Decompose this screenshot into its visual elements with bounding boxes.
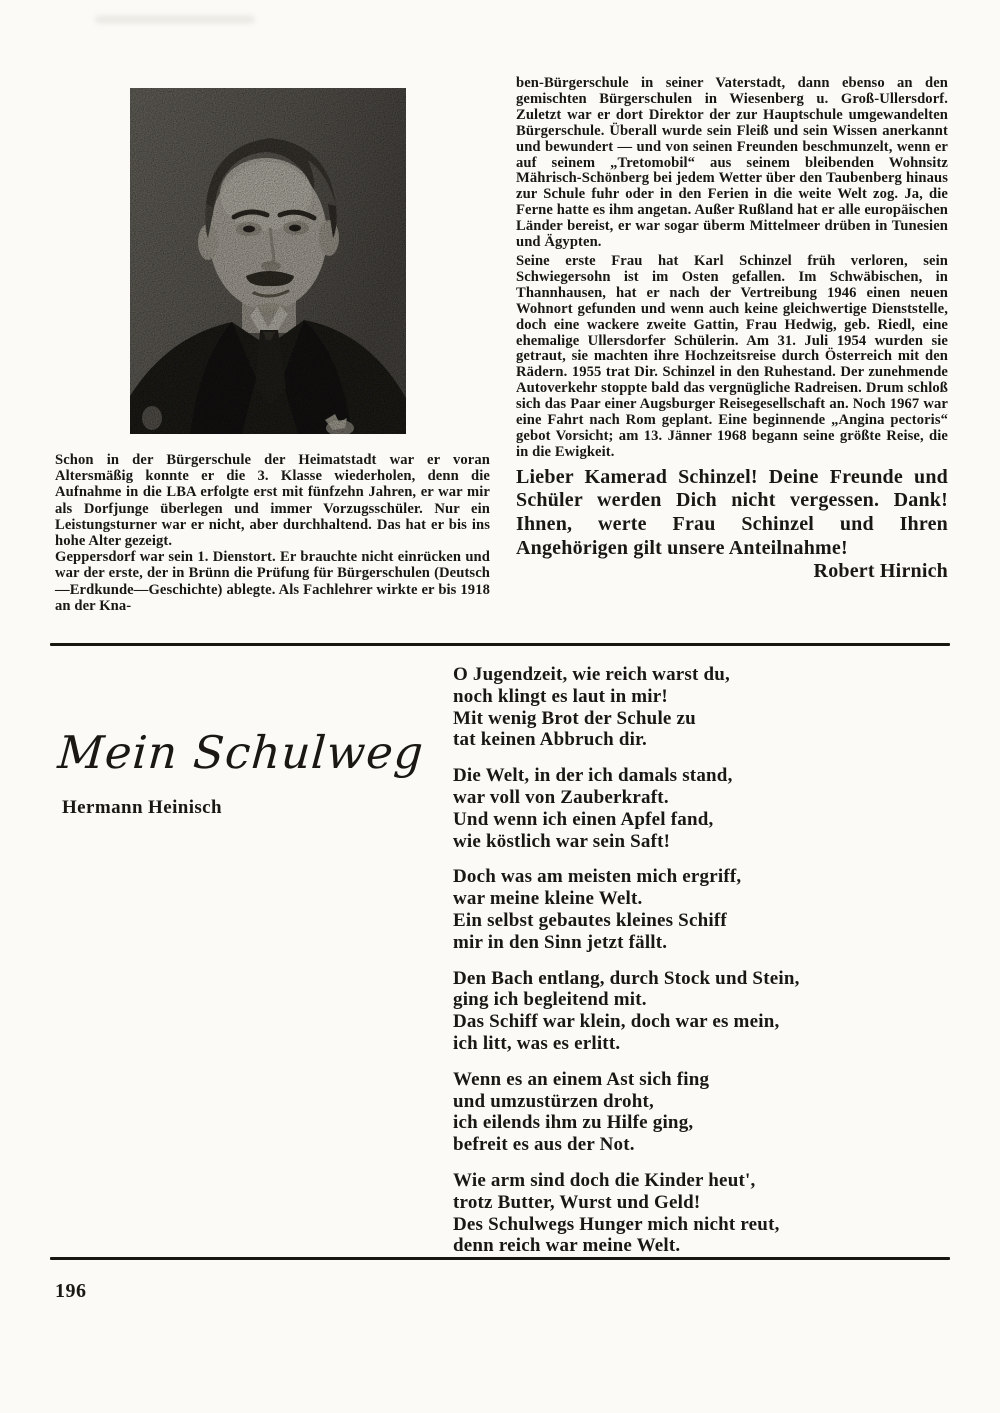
poem-line: trotz Butter, Wurst und Geld!	[453, 1191, 701, 1213]
poem-line: Das Schiff war klein, doch war es mein,	[453, 1011, 780, 1033]
poem-line: Und wenn ich einen Apfel fand,	[453, 808, 714, 830]
signature: Robert Hirnich	[813, 560, 948, 583]
poem-stanza	[453, 765, 933, 852]
obituary-right-column	[516, 76, 948, 584]
poem-line: ich litt, was es erlitt.	[453, 1032, 621, 1054]
closing-text: Lieber Kamerad Schinzel! Deine Freunde und Schüler werden Dich nicht vergessen. Dank! Ihnen, werte Frau Schinzel und Ihren Angehörigen gilt unsere Anteilnahme!	[516, 465, 948, 559]
page-number: 196	[55, 1280, 87, 1302]
poem-line: denn reich war meine Welt.	[453, 1235, 681, 1257]
portrait-photo	[130, 88, 406, 434]
poem-line: befreit es aus der Not.	[453, 1134, 635, 1156]
poem-line: noch klingt es laut in mir!	[453, 685, 668, 707]
poem-line: wie köstlich war sein Saft!	[453, 830, 671, 852]
poem	[453, 664, 933, 1271]
obituary-paragraph-career: ben-Bürgerschule in seiner Vaterstadt, dann ebenso an den gemischten Bürgerschulen in Wiesenberg u. Groß-Ullersdorf. Zuletzt war er dort Direktor der zur Hauptschule umgewandelten Bürgerschule. Überall wurde sein Fleiß und sein Wissen anerkannt und bewundert — und von seinen Freunden beschmunzelt, wenn er auf seinem „Tretomobil“ aus seinem bleibenden Wohnsitz Mährisch-Schönberg bei jedem Wetter über den Taubenberg hinaus zur Schule fuhr oder in den Ferien in die weite Welt zog. Ja, die Ferne hatte es ihm angetan. Außer Rußland hat er alle europäischen Länder bereist, er war sogar überm Mittelmeer drüben in Tunesien und Ägypten.	[516, 75, 948, 251]
footer-rule	[50, 1257, 950, 1260]
poem-line: ging ich begleitend mit.	[453, 989, 647, 1011]
poem-title: Mein Schulweg	[56, 726, 426, 779]
portrait-photo-illustration	[130, 88, 406, 434]
poem-line: Die Welt, in der ich damals stand,	[453, 765, 733, 787]
poem-line: Ein selbst gebautes kleines Schiff	[453, 909, 727, 931]
poem-stanza	[453, 1069, 933, 1156]
poem-line: ich eilends ihm zu Hilfe ging,	[453, 1112, 694, 1134]
poem-author: Hermann Heinisch	[62, 797, 222, 818]
obituary-paragraph-service: Geppersdorf war sein 1. Dienstort. Er brauchte nicht einrücken und war der erste, der in Brünn die Prüfung für Bürgerschulen (Deutsch—Erdkunde—Geschichte) ablegte. Als Fachlehrer wirkte er bis 1918 an der Kna-	[55, 549, 490, 614]
section-divider-rule	[50, 643, 950, 646]
poem-line: tat keinen Abbruch dir.	[453, 729, 647, 751]
poem-line: O Jugendzeit, wie reich warst du,	[453, 664, 730, 685]
poem-line: Doch was am meisten mich ergriff,	[453, 866, 742, 888]
poem-line: war meine kleine Welt.	[453, 888, 643, 910]
poem-line: Mit wenig Brot der Schule zu	[453, 707, 696, 729]
poem-line: Wenn es an einem Ast sich fing	[453, 1068, 710, 1090]
poem-stanza	[453, 1170, 933, 1257]
poem-stanza	[453, 968, 933, 1055]
poem-line: Des Schulwegs Hunger mich nicht reut,	[453, 1213, 780, 1235]
obituary-paragraph-family: Seine erste Frau hat Karl Schinzel früh verloren, sein Schwiegersohn ist im Osten gefallen. Im Schwäbischen, in Thannhausen, hat er nach der Vertreibung 1946 einen neuen Wohnort gefunden und wenn auch keine gleichwertige Dienststelle, doch eine wackere zweite Gattin, Frau Hedwig, geb. Riedl, eine ehemalige Ullersdorfer Schülerin. Am 31. Juli 1954 wurden sie getraut, sie machten ihre Hochzeitsreise durch Österreich mit den Rädern. 1955 trat Dir. Schinzel in den Ruhestand. Der zunehmende Autoverkehr stoppte bald das vergnügliche Radreisen. Drum schloß sich das Paar einer Augsburger Reisegesellschaft an. Noch 1967 war eine Fahrt nach Rom geplant. Eine beginnende „Angina pectoris“ gebot Vorsicht; am 13. Jänner 1968 begann seine größte Reise, die in die Ewigkeit.	[516, 252, 948, 460]
obituary-left-column	[55, 452, 490, 614]
obituary-closing-paragraph	[516, 465, 948, 583]
scan-artifact-smudge	[95, 16, 255, 23]
poem-line: mir in den Sinn jetzt fällt.	[453, 931, 668, 953]
poem-stanza	[453, 664, 933, 751]
obituary-paragraph-school: Schon in der Bürgerschule der Heimatstadt war er voran Altersmäßig konnte er die 3. Klasse wiederholen, denn die Aufnahme in die LBA erfolgte erst mit fünfzehn Jahren, er war mir als Dorfjunge überlegen und immer Vorzugsschüler. Nur ein Leistungsturner war er nicht, aber durchhaltend. Das hat er bis ins hohe Alter gezeigt.	[55, 452, 490, 550]
poem-line: Wie arm sind doch die Kinder heut',	[453, 1169, 756, 1191]
poem-line: Den Bach entlang, durch Stock und Stein,	[453, 967, 800, 989]
poem-stanza	[453, 866, 933, 953]
poem-line: und umzustürzen droht,	[453, 1090, 654, 1112]
poem-line: war voll von Zauberkraft.	[453, 786, 669, 808]
